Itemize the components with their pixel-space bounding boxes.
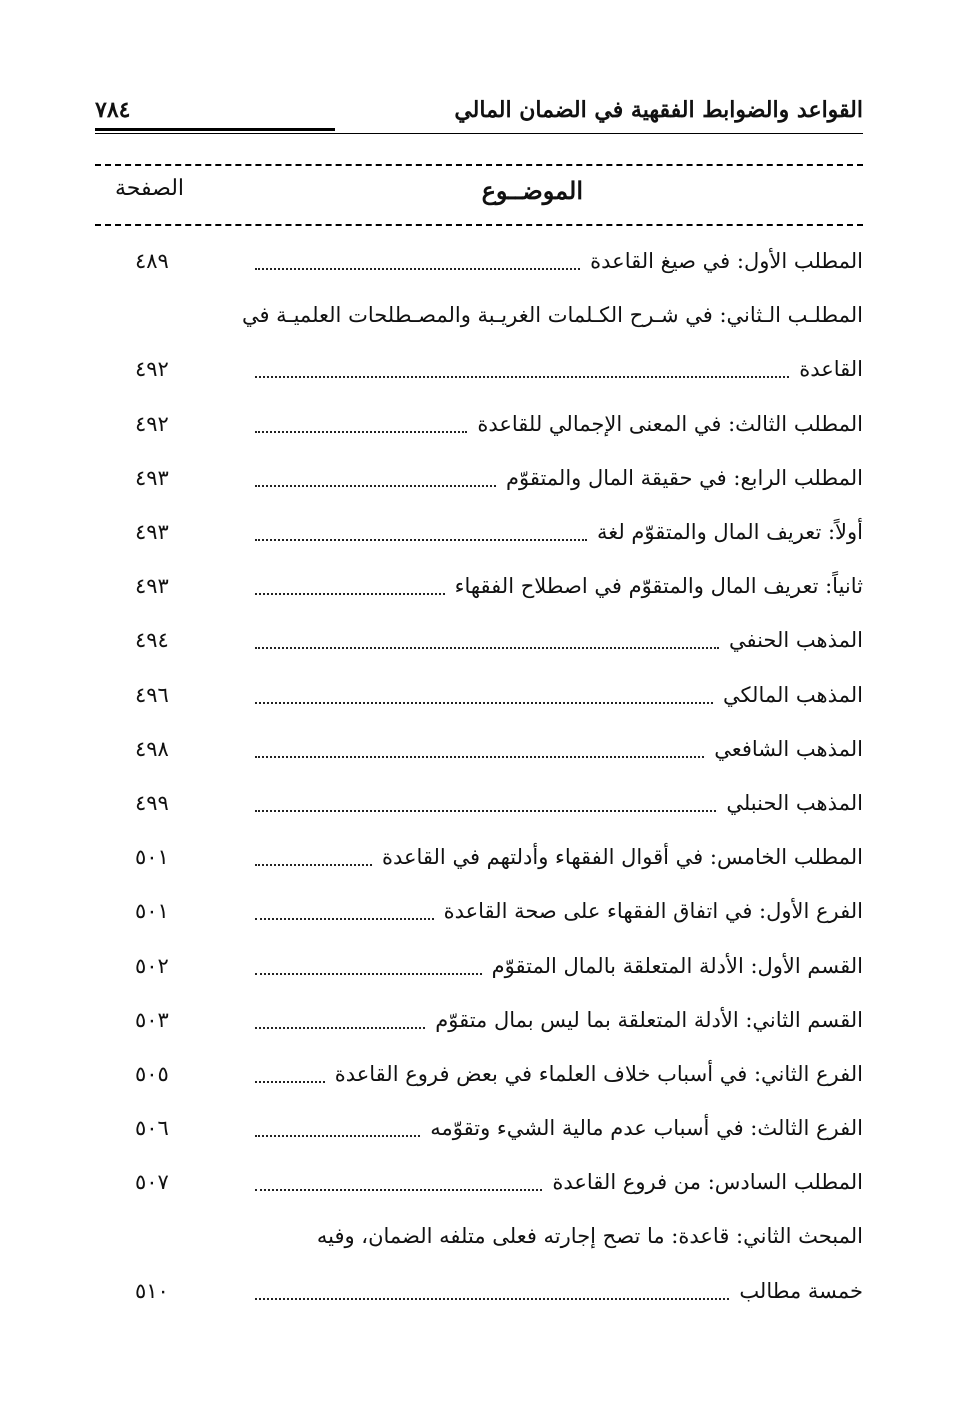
toc-entry-title: المبحث الثاني: قاعدة: ما تصح إجارته فعلى متلفه الضمان، وفيه (316, 1224, 863, 1249)
toc-entry (95, 1047, 863, 1101)
dot-leader (255, 1135, 420, 1137)
toc-entry-title: المطلب السادس: من فروع القاعدة (552, 1170, 863, 1195)
toc-entry-page: ٤٩٩ (135, 790, 169, 815)
toc-entry (95, 234, 863, 288)
toc-entries (95, 234, 863, 1318)
toc-entry-title: المطلـب الـثاني: في شـرح الكـلمات الغريـبة والمصـطلحات العلميـة في (241, 303, 863, 328)
toc-entry (95, 1101, 863, 1155)
dot-leader (255, 376, 789, 378)
dot-leader (255, 539, 587, 541)
toc-entry-title: الفرع الثالث: في أسباب عدم مالية الشيء وتقوّمه (430, 1116, 863, 1141)
dot-leader (255, 918, 434, 920)
toc-entry-title: القسم الأول: الأدلة المتعلقة بالمال المتقوّم (491, 953, 863, 978)
toc-entry-page: ٥٠٦ (135, 1116, 169, 1141)
toc-entry (95, 451, 863, 505)
toc-page (95, 88, 863, 1338)
dot-leader (255, 268, 580, 270)
toc-entry-page: ٤٨٩ (135, 249, 169, 274)
book-title: القواعد والضوابط الفقهية في الضمان المالي (454, 97, 863, 123)
dot-leader (255, 431, 467, 433)
toc-entry (95, 1264, 863, 1318)
toc-entry-title: خمسة مطالب (739, 1278, 863, 1303)
toc-entry-title: القسم الثاني: الأدلة المتعلقة بما ليس بمال متقوّم (435, 1007, 863, 1032)
table-top-rule (95, 164, 863, 166)
dot-leader (255, 810, 716, 812)
dot-leader (255, 973, 482, 975)
toc-entry-title: المطلب الرابع: في حقيقة المال والمتقوّم (505, 465, 863, 490)
toc-entry-page: ٤٩٢ (135, 357, 169, 382)
dot-leader (255, 647, 719, 649)
toc-entry-page: ٤٩٦ (135, 682, 169, 707)
toc-entry (95, 559, 863, 613)
toc-entry-page: ٥١٠ (135, 1278, 169, 1303)
toc-entry (95, 505, 863, 559)
dot-leader (255, 1189, 542, 1191)
toc-entry-page: ٥٠١ (135, 899, 169, 924)
toc-entry-title: الفرع الأول: في اتفاق الفقهاء على صحة القاعدة (443, 899, 863, 924)
toc-entry (95, 1155, 863, 1209)
dot-leader (255, 593, 445, 595)
dot-leader (255, 485, 496, 487)
toc-entry (95, 613, 863, 667)
toc-entry-title: القاعدة (799, 357, 863, 382)
toc-entry-page: ٥٠٥ (135, 1061, 169, 1086)
toc-entry (95, 722, 863, 776)
toc-entry-page: ٤٩٤ (135, 628, 169, 653)
toc-entry (95, 1209, 863, 1263)
topic-column-heading: الموضــوع (481, 176, 583, 205)
toc-entry-title: المذهب الشافعي (714, 736, 863, 761)
toc-entry-page: ٥٠٢ (135, 953, 169, 978)
page-number: ٧٨٤ (95, 97, 131, 123)
dot-leader (255, 702, 713, 704)
header-thin-rule (95, 133, 863, 134)
toc-entry-page: ٤٩٣ (135, 574, 169, 599)
toc-entry-title: المطلب الأول: في صيغ القاعدة (590, 249, 863, 274)
dot-leader (255, 1027, 425, 1029)
toc-entry-title: المذهب المالكي (722, 682, 863, 707)
toc-entry-page: ٤٩٣ (135, 520, 169, 545)
dot-leader (255, 864, 372, 866)
dot-leader (255, 1081, 325, 1083)
table-header-rule (95, 224, 863, 226)
toc-entry (95, 938, 863, 992)
toc-entry (95, 288, 863, 342)
toc-entry (95, 830, 863, 884)
toc-entry (95, 884, 863, 938)
toc-entry-title: الفرع الثاني: في أسباب خلاف العلماء في بعض فروع القاعدة (334, 1061, 863, 1086)
toc-entry-page: ٥٠٣ (135, 1007, 169, 1032)
toc-entry (95, 993, 863, 1047)
toc-entry-page: ٥٠٧ (135, 1170, 169, 1195)
header-thick-rule (95, 128, 335, 131)
toc-entry-page: ٤٩٢ (135, 411, 169, 436)
toc-entry (95, 342, 863, 396)
toc-entry-page: ٥٠١ (135, 845, 169, 870)
toc-entry-title: المطلب الثالث: في المعنى الإجمالي للقاعدة (477, 411, 863, 436)
toc-entry (95, 397, 863, 451)
toc-entry (95, 668, 863, 722)
toc-entry-title: أولاً: تعريف المال والمتقوّم لغة (596, 520, 863, 545)
dot-leader (255, 756, 704, 758)
toc-entry-page: ٤٩٨ (135, 736, 169, 761)
toc-entry-title: المذهب الحنفي (728, 628, 863, 653)
running-header (95, 92, 863, 128)
page-column-heading: الصفحة (115, 176, 185, 201)
toc-entry (95, 776, 863, 830)
toc-entry-page: ٤٩٣ (135, 465, 169, 490)
toc-entry-title: المطلب الخامس: في أقوال الفقهاء وأدلتهم في القاعدة (381, 845, 863, 870)
toc-entry-title: ثانياً: تعريف المال والمتقوّم في اصطلاح الفقهاء (454, 574, 863, 599)
toc-entry-title: المذهب الحنبلي (726, 790, 863, 815)
dot-leader (255, 1298, 729, 1300)
